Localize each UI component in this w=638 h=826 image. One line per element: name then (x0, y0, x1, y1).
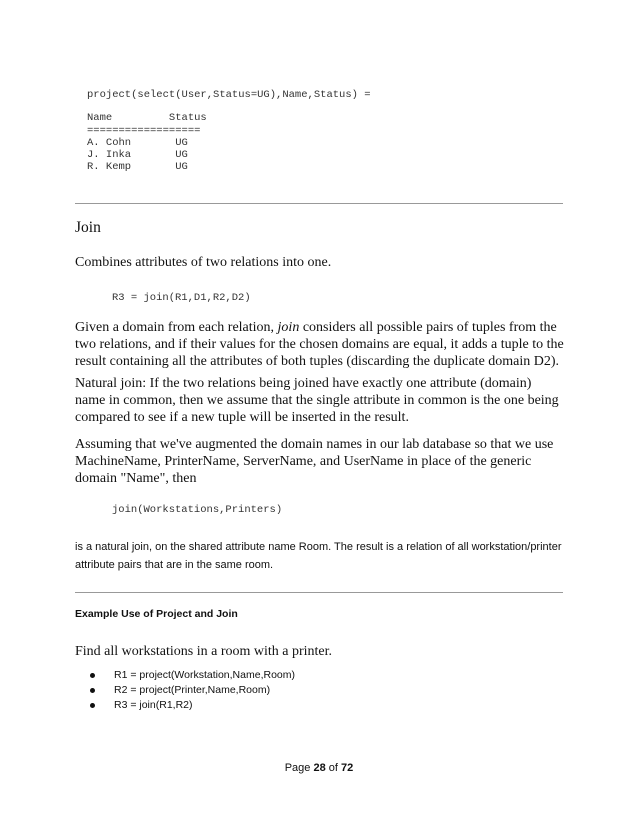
join-intro: Combines attributes of two relations into one. (75, 255, 332, 270)
bullet-icon (90, 688, 95, 693)
join-description: Given a domain from each relation, join considers all possible pairs of tuples from the two relations, and if their values for the chosen domains are equal, it adds a tuple to the result containing all the attributes of both tuples (discarding the duplicate domain D2). (75, 320, 564, 369)
table-row: J. Inka UG (87, 149, 188, 161)
example-intro: Find all workstations in a room with a printer. (75, 644, 333, 659)
list-item: R2 = project(Printer,Name,Room) (88, 683, 295, 698)
bullet-icon (90, 703, 95, 708)
join-code: R3 = join(R1,D1,R2,D2) (112, 292, 251, 304)
example-heading: Example Use of Project and Join (75, 608, 238, 620)
page-footer: Page 28 of 72 (284, 762, 354, 774)
table-row: R. Kemp UG (87, 161, 188, 173)
list-item: R1 = project(Workstation,Name,Room) (88, 668, 295, 683)
natural-join-paragraph: Natural join: If the two relations being joined have exactly one attribute (domain) name in common, then we assume that the single attribute in common is the one being compared to see if a new tuple will be inserted in the result. (75, 376, 559, 425)
page-number: 28 (313, 762, 326, 774)
result-table-separator: ================== (87, 125, 201, 137)
divider (75, 592, 563, 593)
divider (75, 203, 563, 204)
bullet-icon (90, 673, 95, 678)
natural-join-result-text: is a natural join, on the shared attribute name Room. The result is a relation of all workstation/printer attribute pairs that are in the same room. (75, 541, 562, 571)
table-row: A. Cohn UG (87, 137, 188, 149)
natural-join-code: join(Workstations,Printers) (112, 504, 283, 516)
result-table-header: Name Status (87, 112, 207, 124)
join-emphasis: join (277, 320, 300, 335)
assumption-paragraph: Assuming that we've augmented the domain names in our lab database so that we use MachineName, PrinterName, ServerName, and UserName in place of the generic domain "Name", then (75, 437, 554, 486)
project-query-code: project(select(User,Status=UG),Name,Status) = (87, 89, 371, 101)
page-total: 72 (341, 762, 354, 774)
example-steps-list (88, 668, 295, 713)
join-heading: Join (75, 219, 101, 236)
list-item: R3 = join(R1,R2) (88, 698, 295, 713)
